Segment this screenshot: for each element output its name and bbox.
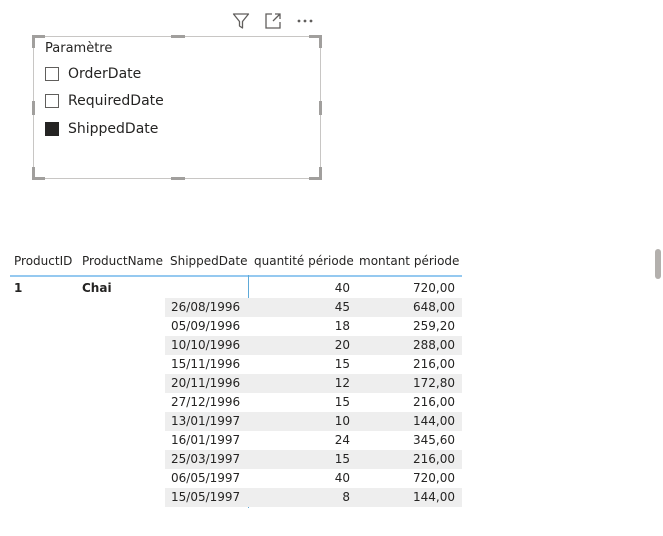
table-row [10,450,462,469]
quantity-cell: 45 [334,300,350,314]
shipped-date-cell: 10/10/1996 [171,338,241,352]
amount-cell: 648,00 [413,300,455,314]
quantity-cell: 15 [334,357,350,371]
quantity-cell: 40 [334,281,350,295]
table-row [10,317,462,336]
shipped-date-cell: 25/03/1997 [171,452,241,466]
checkbox[interactable] [45,67,59,81]
column-header-productname[interactable]: ProductName [82,254,163,268]
slicer-option-label: OrderDate [68,66,142,82]
checkbox[interactable] [45,94,59,108]
amount-cell: 144,00 [413,414,455,428]
quantity-cell: 15 [334,452,350,466]
slicer-option-shippeddate[interactable] [45,121,158,137]
visual-header [230,10,316,32]
column-header-productid[interactable]: ProductID [14,254,73,268]
shipped-date-cell: 26/08/1996 [171,300,241,314]
column-header-shippeddate[interactable]: ShippedDate [170,254,248,268]
table-row [10,412,462,431]
shipped-date-cell: 16/01/1997 [171,433,241,447]
quantity-cell: 24 [334,433,350,447]
amount-cell: 720,00 [413,281,455,295]
slicer-option-requireddate[interactable] [45,93,164,109]
quantity-cell: 20 [334,338,350,352]
slicer-option-label: RequiredDate [68,93,164,109]
slicer-option-label: ShippedDate [68,121,159,137]
column-header-quantite-periode[interactable]: quantité période [254,254,354,268]
resize-handle-bottom-right[interactable] [309,167,322,180]
shipped-date-cell: 20/11/1996 [171,376,241,390]
vertical-scrollbar[interactable] [655,249,661,279]
resize-handle-left[interactable] [32,101,35,115]
parameter-slicer[interactable] [33,36,321,179]
quantity-cell: 8 [342,490,350,504]
table-row [10,393,462,412]
shipped-date-cell: 15/05/1997 [171,490,241,504]
quantity-cell: 18 [334,319,350,333]
table-row [10,298,462,317]
amount-cell: 345,60 [413,433,455,447]
focus-mode-icon[interactable] [262,10,284,32]
quantity-cell: 10 [334,414,350,428]
more-options-icon[interactable] [294,10,316,32]
amount-cell: 259,20 [413,319,455,333]
table-row [10,374,462,393]
checkbox-checked[interactable] [45,122,59,136]
resize-handle-top-right[interactable] [309,35,322,48]
table-row [10,469,462,488]
amount-cell: 216,00 [413,395,455,409]
column-header-montant-periode[interactable]: montant période [359,254,460,268]
resize-handle-top[interactable] [171,35,185,38]
filter-icon[interactable] [230,10,252,32]
amount-cell: 720,00 [413,471,455,485]
slicer-option-orderdate[interactable] [45,66,141,82]
resize-handle-bottom-left[interactable] [32,167,45,180]
quantity-cell: 15 [334,395,350,409]
product-id-cell: 1 [14,281,23,295]
shipped-date-cell: 05/09/1996 [171,319,241,333]
amount-cell: 216,00 [413,452,455,466]
table-row [10,488,462,507]
table-header [10,249,462,277]
amount-cell: 288,00 [413,338,455,352]
resize-handle-top-left[interactable] [32,35,45,48]
resize-handle-bottom[interactable] [171,177,185,180]
shipped-date-cell: 27/12/1996 [171,395,241,409]
table-row [10,355,462,374]
table-group-row [10,279,462,298]
table-row [10,431,462,450]
amount-cell: 216,00 [413,357,455,371]
shipped-date-cell: 15/11/1996 [171,357,241,371]
shipped-date-cell: 06/05/1997 [171,471,241,485]
resize-handle-right[interactable] [319,101,322,115]
product-name-cell: Chai [82,281,112,295]
quantity-cell: 12 [334,376,350,390]
shipped-date-cell: 13/01/1997 [171,414,241,428]
amount-cell: 172,80 [413,376,455,390]
table-row [10,336,462,355]
slicer-title: Paramètre [45,41,113,56]
quantity-cell: 40 [334,471,350,485]
amount-cell: 144,00 [413,490,455,504]
